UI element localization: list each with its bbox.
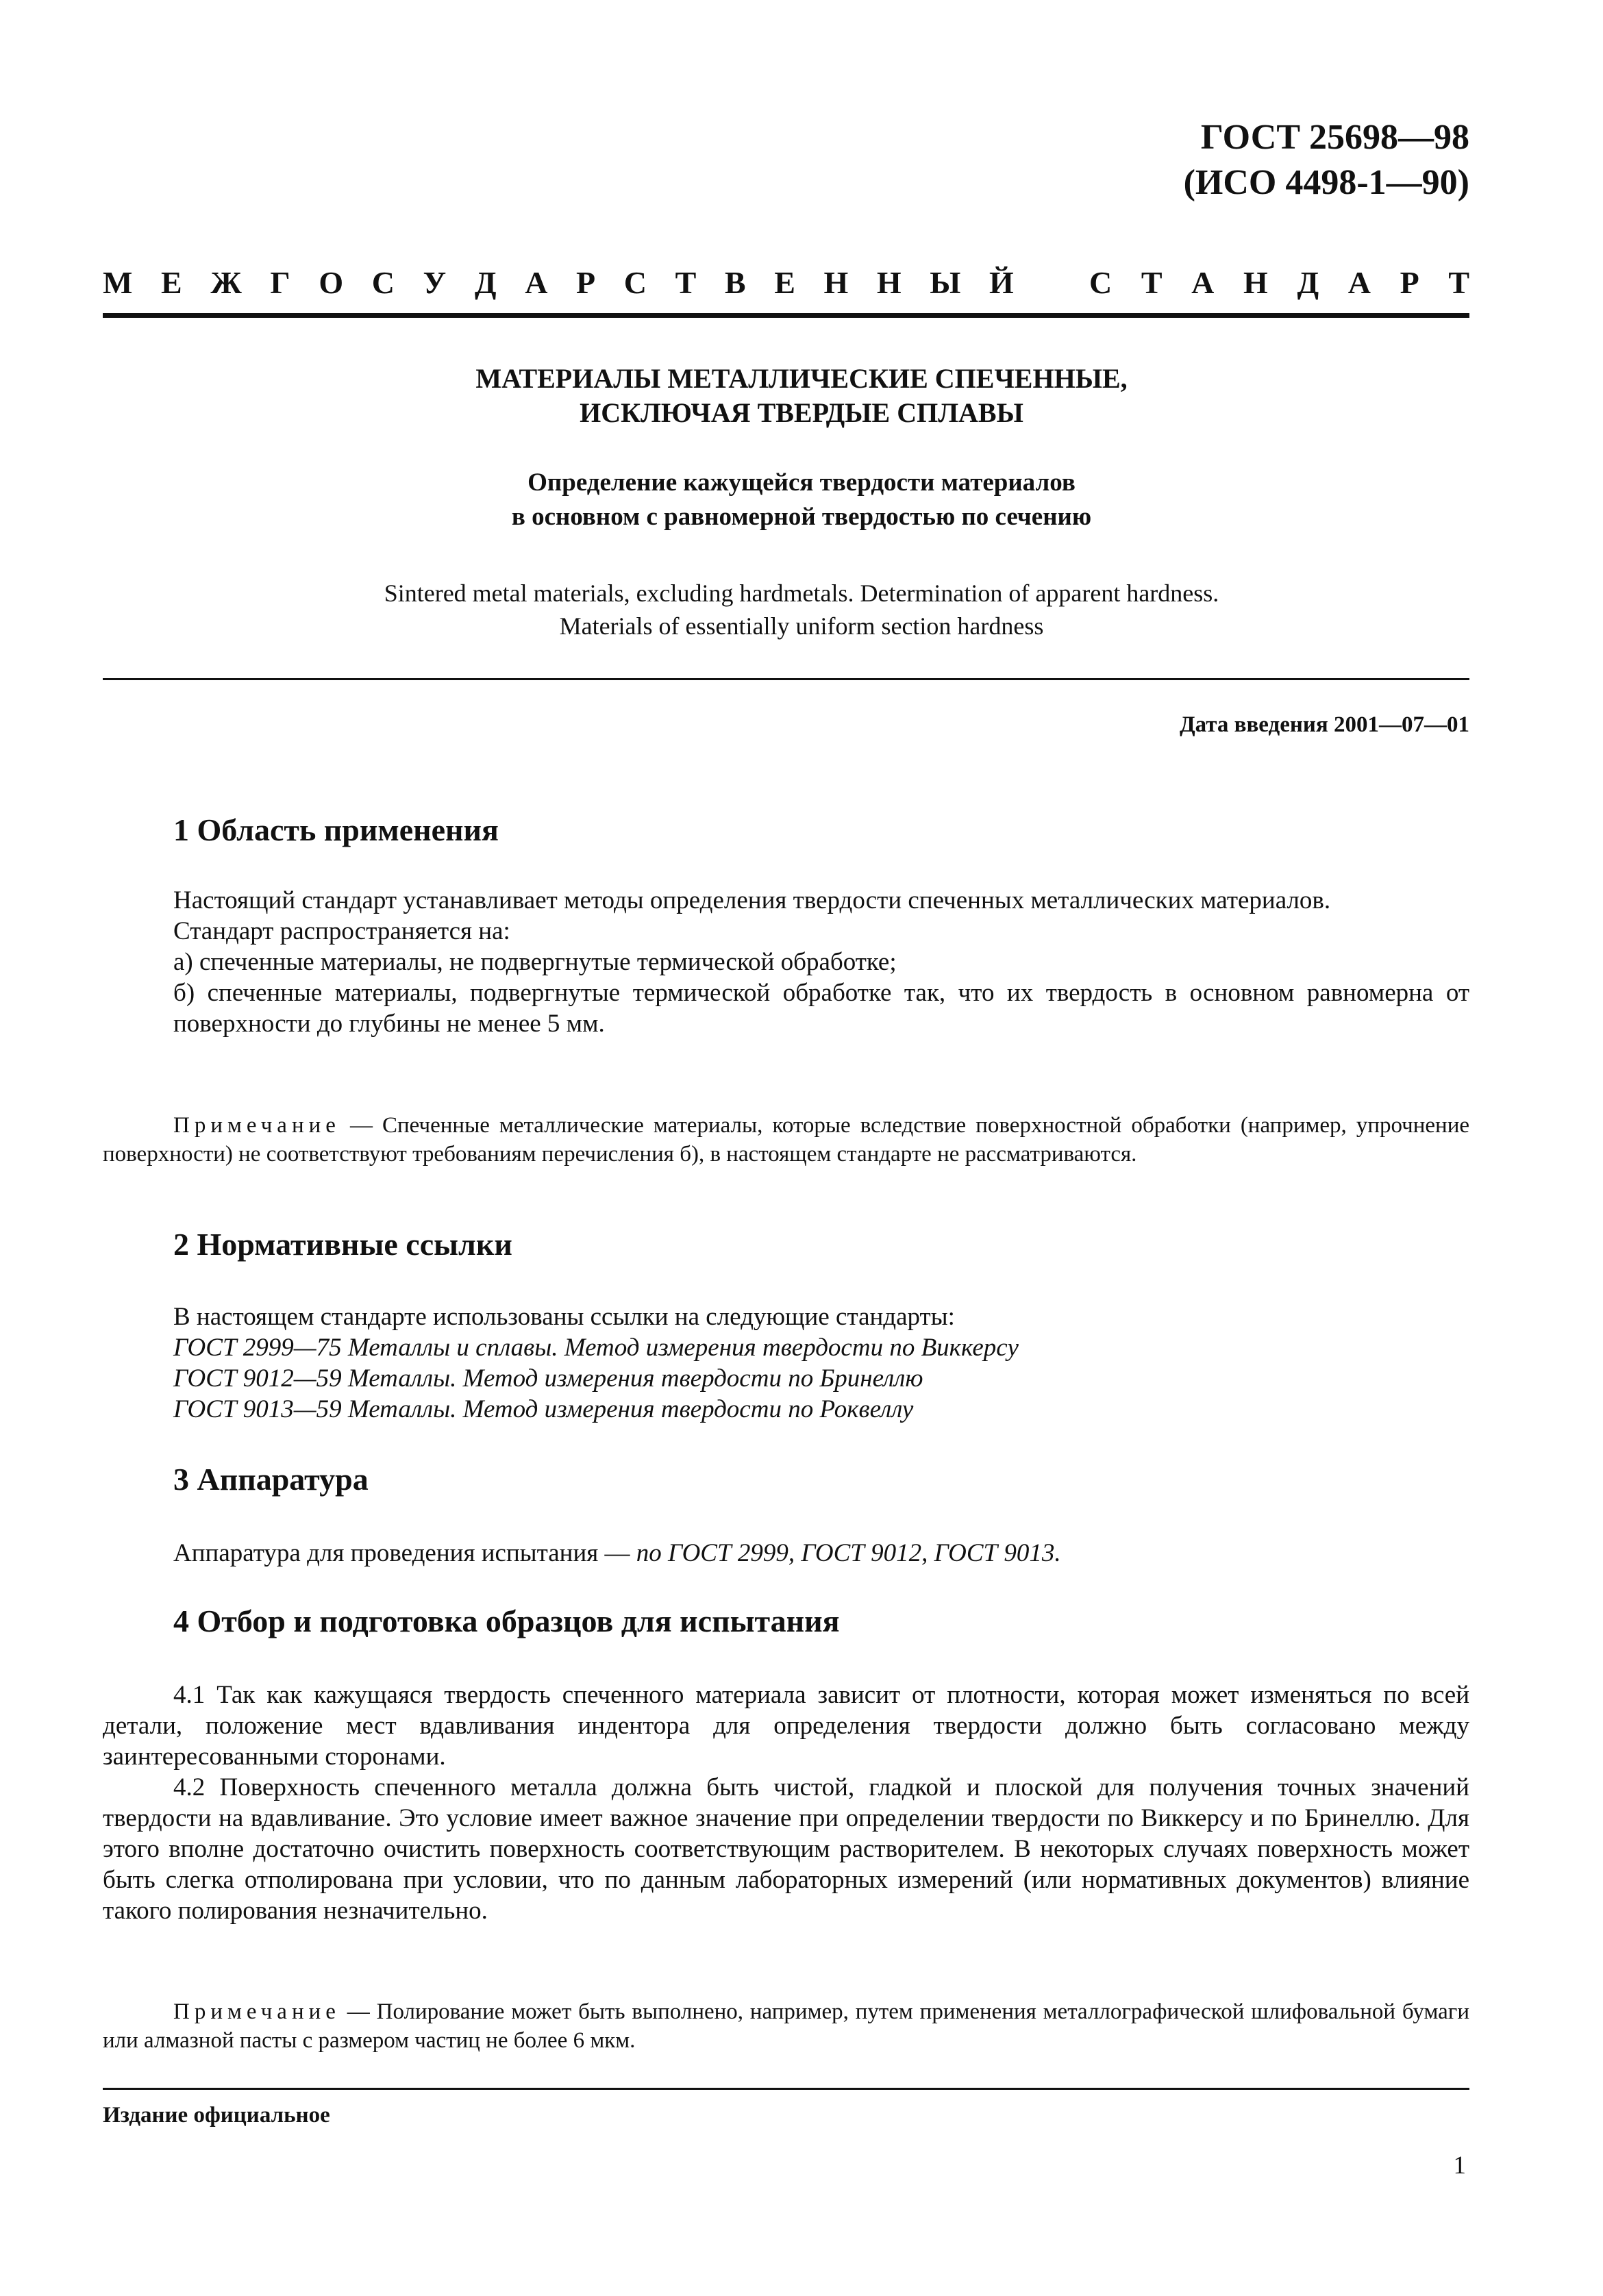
introduction-date: Дата введения 2001—07—01 — [1179, 712, 1469, 737]
reference-item: ГОСТ 2999—75 Металлы и сплавы. Метод измерения твердости по Виккерсу — [173, 1334, 1019, 1362]
section-4-body — [103, 1680, 1469, 1926]
interstate-word: М Е Ж Г О С У Д А Р С Т В Е Н Н Ы Й — [103, 265, 1014, 300]
section-3-title: 3 Аппаратура — [173, 1462, 369, 1497]
list-item-a: а) спеченные материалы, не подвергнутые термической обработке; — [173, 948, 897, 976]
reference-item: ГОСТ 9012—59 Металлы. Метод измерения твердости по Бринеллю — [173, 1364, 923, 1393]
section-3-body: Аппаратура для проведения испытания — по ГОСТ 2999, ГОСТ 9012, ГОСТ 9013. — [173, 1539, 1061, 1567]
interstate-standard-heading — [103, 264, 1469, 301]
list-item-b: б) спеченные материалы, подвергнутые термической обработке так, что их твердость в основном равномерна от поверхности до глубины не менее 5 мм. — [173, 979, 1469, 1038]
document-title: МАТЕРИАЛЫ МЕТАЛЛИЧЕСКИЕ СПЕЧЕННЫЕ, ИСКЛЮЧАЯ ТВЕРДЫЕ СПЛАВЫ — [475, 363, 1128, 428]
section-2-body: В настоящем стандарте использованы ссылки на следующие стандарты: ГОСТ 2999—75 Металлы и сплавы. Метод измерения твердости по Виккерсу ГОСТ 9012—59 Металлы. Метод измерения твердости по Бринеллю ГОСТ 9013—59 Металлы. Метод измерения твердости по Роквеллу — [103, 1301, 1469, 1425]
english-title: Sintered metal materials, excluding hardmetals. Determination of apparent hardness. Materials of essentially uniform section hardness — [384, 579, 1219, 640]
footer-divider — [103, 2088, 1469, 2090]
header-divider — [103, 313, 1469, 318]
section-4-note: Примечание — Полирование может быть выполнено, например, путем применения металлографической шлифовальной бумаги или алмазной пасты с размером частиц не более 6 мкм. — [103, 1999, 1469, 2053]
paragraph-4-2: 4.2 Поверхность спеченного металла должна быть чистой, гладкой и плоской для получения точных значений твердости на вдавливание. Это условие имеет важное значение при определении твердости по Виккерсу и по Бринеллю. Для этого вполне достаточно очистить поверхность соответствующим растворителем. В некоторых случаях поверхность может быть слегка отполирована при условии, что по данным лабораторных измерений (или нормативных документов) влияние такого полирования незначительно. — [103, 1773, 1469, 1925]
reference-item: ГОСТ 9013—59 Металлы. Метод измерения твердости по Роквеллу — [173, 1395, 914, 1423]
gost-number: ГОСТ 25698—98 — [1200, 118, 1469, 157]
section-2-title: 2 Нормативные ссылки — [173, 1227, 512, 1262]
title-divider — [103, 678, 1469, 680]
page-number: 1 — [1453, 2151, 1466, 2180]
section-1-title: 1 Область применения — [173, 812, 499, 847]
official-edition-label: Издание официальное — [103, 2103, 330, 2127]
section-1-note: Примечание — Спеченные металлические материалы, которые вследствие поверхностной обработки (например, упрочнение поверхности) не соответствуют требованиям перечисления б), в настоящем стандарте не рассматриваются. — [103, 1113, 1469, 1166]
standard-word: С Т А Н Д А Р Т — [1089, 265, 1469, 300]
paragraph-4-1: 4.1 Так как кажущаяся твердость спеченного материала зависит от плотности, которая может изменяться по всей детали, положение мест вдавливания индентора для определения твердости должно быть согласовано между заинтересованными сторонами. — [103, 1681, 1469, 1771]
iso-number: (ИСО 4498-1—90) — [1183, 163, 1469, 202]
section-1-body: Настоящий стандарт устанавливает методы определения твердости спеченных металлических материалов. Стандарт распространяется на: а) спеченные материалы, не подвергнутые термической обработке; б) спеченные материалы, подвергнутые термической обработке так, что их твердость в основном равномерна от поверхности до глубины не менее 5 мм. — [103, 885, 1469, 1039]
document-subtitle: Определение кажущейся твердости материалов в основном с равномерной твердостью по сечению — [511, 469, 1092, 531]
document-number-block — [1184, 115, 1469, 205]
section-4-title: 4 Отбор и подготовка образцов для испытания — [173, 1604, 840, 1638]
